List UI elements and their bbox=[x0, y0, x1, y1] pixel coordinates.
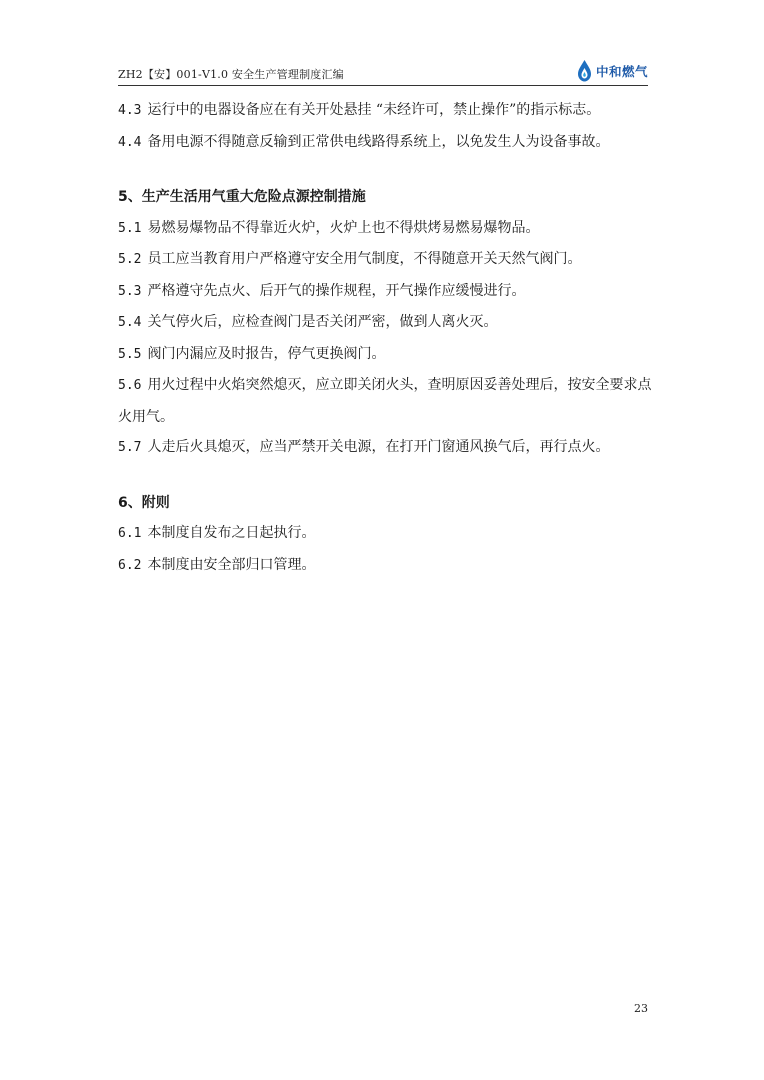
clause-number: 4.4 bbox=[118, 134, 142, 150]
clause-6-1 bbox=[118, 518, 653, 550]
clause-5-2 bbox=[118, 244, 653, 276]
clause-number: 5.4 bbox=[118, 315, 142, 330]
clause-text: 用火过程中火焰突然熄灭，应立即关闭火头，查明原因妥善处理后，按安全要求点火用气。 bbox=[118, 377, 652, 425]
clause-number: 5.6 bbox=[118, 378, 142, 393]
company-logo bbox=[576, 58, 648, 84]
clause-4-4 bbox=[118, 127, 653, 159]
section-heading-5: 5、生产生活用气重大危险点源控制措施 bbox=[118, 189, 366, 205]
clause-text: 备用电源不得随意反输到正常供电线路得系统上，以免发生人为设备事故。 bbox=[147, 133, 610, 150]
clause-5-7 bbox=[118, 432, 653, 464]
document-body bbox=[118, 95, 653, 581]
clause-number: 5.3 bbox=[118, 283, 142, 299]
clause-5-1 bbox=[118, 213, 653, 245]
clause-text: 员工应当教育用户严格遵守安全用气制度，不得随意开关天然气阀门。 bbox=[147, 251, 582, 267]
header-divider bbox=[118, 85, 648, 86]
clause-number: 6.2 bbox=[118, 557, 142, 573]
clause-5-4 bbox=[118, 307, 653, 339]
section-heading-6: 6、附则 bbox=[118, 494, 170, 511]
logo-text: 中和燃气 bbox=[595, 64, 648, 79]
spacer bbox=[118, 464, 653, 488]
document-title: ZH2【安】001-V1.0 安全生产管理制度汇编 bbox=[118, 68, 344, 81]
page-header bbox=[118, 58, 648, 86]
clause-number: 5.7 bbox=[118, 440, 142, 455]
clause-text: 本制度由安全部归口管理。 bbox=[147, 556, 316, 573]
clause-text: 关气停火后，应检查阀门是否关闭严密，做到人离火灭。 bbox=[147, 314, 498, 330]
clause-number: 5.2 bbox=[118, 252, 142, 267]
spacer bbox=[118, 158, 653, 182]
clause-number: 4.3 bbox=[118, 103, 142, 118]
clause-number: 5.1 bbox=[118, 220, 142, 236]
page-number: 23 bbox=[634, 1002, 648, 1015]
clause-6-2 bbox=[118, 550, 653, 582]
clause-text: 严格遵守先点火、后开气的操作规程，开气操作应缓慢进行。 bbox=[147, 282, 526, 299]
clause-text: 阀门内漏应及时报告，停气更换阀门。 bbox=[147, 345, 386, 362]
clause-5-5 bbox=[118, 339, 653, 371]
water-drop-flame-logo-icon bbox=[576, 59, 593, 83]
clause-text: 本制度自发布之日起执行。 bbox=[147, 525, 316, 541]
clause-text: 人走后火具熄灭，应当严禁开关电源，在打开门窗通风换气后，再行点火。 bbox=[147, 439, 610, 455]
clause-text: 运行中的电器设备应在有关开处悬挂 “未经许可，禁止操作”的指示标志。 bbox=[147, 102, 601, 118]
clause-number: 5.5 bbox=[118, 346, 142, 362]
clause-5-3 bbox=[118, 276, 653, 308]
clause-text: 易燃易爆物品不得靠近火炉，火炉上也不得烘烤易燃易爆物品。 bbox=[147, 219, 540, 236]
clause-4-3 bbox=[118, 95, 653, 127]
clause-number: 6.1 bbox=[118, 526, 142, 541]
clause-5-6 bbox=[118, 370, 653, 432]
